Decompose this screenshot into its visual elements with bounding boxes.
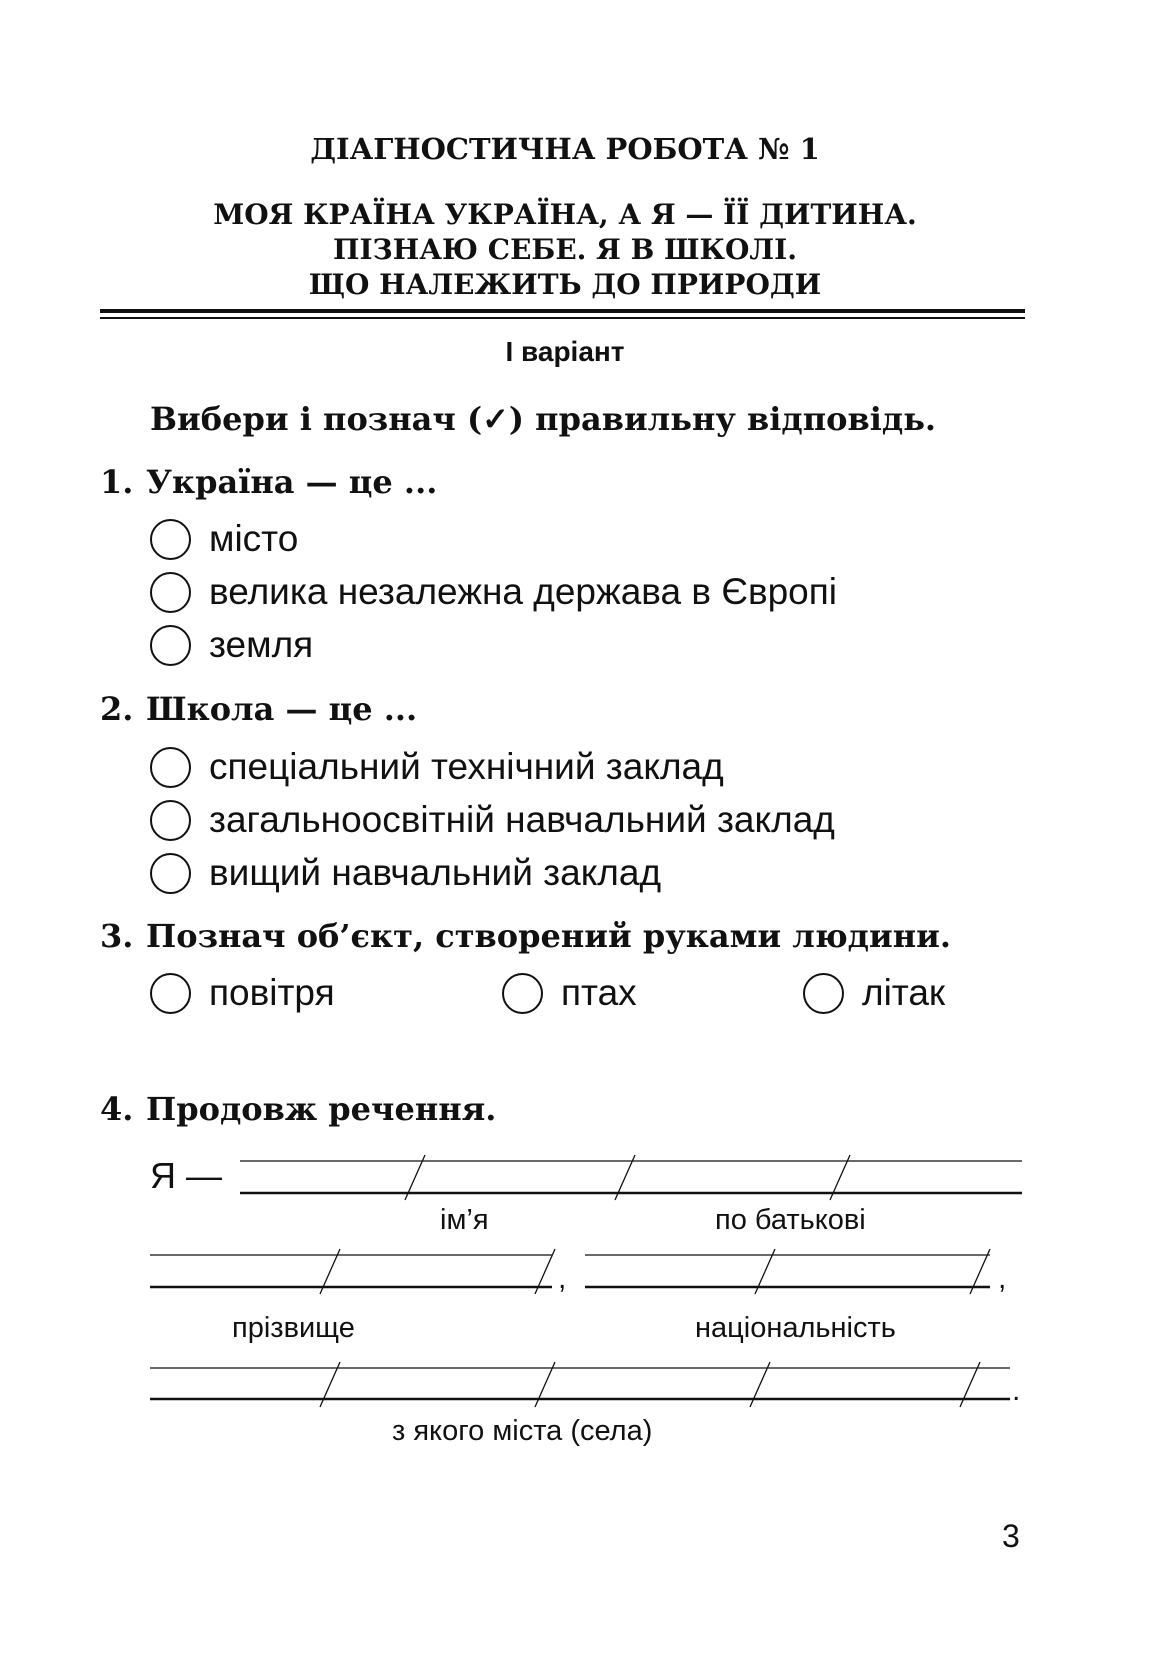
option-radio[interactable]: велика незалежна держава в Європі — [150, 571, 837, 613]
subtitle-line: МОЯ КРАЇНА УКРАЇНА, А Я — ЇЇ ДИТИНА. — [213, 198, 917, 231]
period: . — [1012, 1374, 1021, 1407]
page-number: 3 — [1002, 1518, 1020, 1554]
question-3: 3. Познач об’єкт, створений руками людини. — [100, 917, 951, 955]
option-radio[interactable]: загальноосвітній навчальний заклад — [150, 799, 835, 841]
variant-heading: І варіант — [505, 336, 625, 367]
label-surname: прізвище — [232, 1312, 355, 1344]
question-2: 2. Школа — це ... — [100, 690, 418, 728]
label-nationality: національність — [695, 1312, 896, 1344]
label-patronymic: по батькові — [715, 1204, 866, 1236]
option-radio[interactable]: спеціальний технічний заклад — [150, 746, 724, 788]
question-4: 4. Продовж речення. — [100, 1090, 497, 1128]
subtitle-line: ЩО НАЛЕЖИТЬ ДО ПРИРОДИ — [308, 268, 822, 301]
page-title: ДІАГНОСТИЧНА РОБОТА № 1 — [310, 132, 820, 166]
label-name: ім’я — [440, 1204, 489, 1236]
option-radio[interactable]: місто — [150, 518, 298, 560]
option-radio[interactable]: літак — [803, 972, 945, 1014]
option-radio[interactable]: вищий навчальний заклад — [150, 852, 661, 894]
label-city: з якого міста (села) — [392, 1415, 653, 1447]
comma: , — [558, 1262, 567, 1295]
comma: , — [998, 1262, 1007, 1295]
option-radio[interactable]: земля — [150, 624, 313, 666]
question-1: 1. Україна — це ... — [100, 463, 438, 501]
option-radio[interactable]: повітря — [150, 972, 335, 1014]
option-radio[interactable]: птах — [502, 972, 637, 1014]
subtitle-line: ПІЗНАЮ СЕБЕ. Я В ШКОЛІ. — [333, 233, 797, 266]
instruction: Вибери і познач (✓) правильну відповідь. — [150, 400, 937, 438]
sentence-start: Я — — [150, 1155, 222, 1196]
